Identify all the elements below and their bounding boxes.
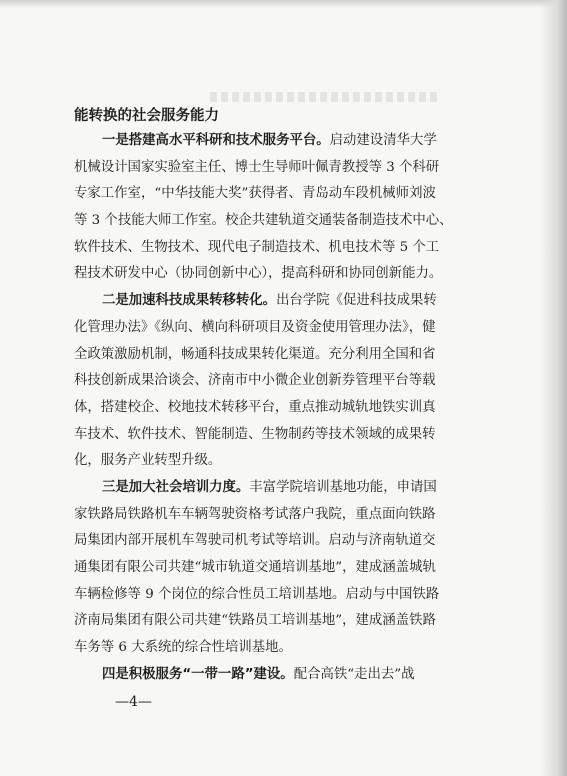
text-line: 全政策激励机制，畅通科技成果转化渠道。充分利用全国和省 (74, 346, 436, 362)
text-line: 三是加大社会培训力度。丰富学院培训基地功能，申请国 (102, 479, 437, 495)
paragraph-2 (74, 288, 502, 475)
paragraph-1 (74, 128, 502, 288)
paragraph-3 (74, 475, 502, 662)
text-line: 二是加速科技成果转移转化。出台学院《促进科技成果转 (102, 293, 437, 309)
text-line: 化，服务产业转型升级。 (74, 453, 222, 469)
paragraph-lead: 四是积极服务“一带一路”建设。 (102, 666, 294, 682)
text-line: 车辆检修等 9 个岗位的综合性员工培训基地。启动与中国铁路 (74, 586, 440, 602)
text-line: 程技术研发中心（协同创新中心），提高科研和协同创新能力。 (74, 266, 443, 282)
text-line: 局集团内部开展机车驾驶司机考试等培训。启动与济南轨道交 (74, 533, 436, 549)
text-line: 通集团有限公司共建“城市轨道交通培训基地”，建成涵盖城轨 (74, 560, 436, 575)
text-line: 车技术、软件技术、智能制造、生物制药等技术领域的成果转 (74, 426, 436, 442)
text-line: 济南局集团有限公司共建“铁路员工培训基地”，建成涵盖铁路 (74, 613, 436, 629)
text-line: 软件技术、生物技术、现代电子制造技术、机电技术等 5 个工 (74, 239, 440, 255)
bleed-through-text (210, 92, 440, 102)
paragraph-lead: 三是加大社会培训力度。 (102, 479, 250, 495)
text-line: 机械设计国家实验室主任、博士生导师叶佩青教授等 3 个科研 (74, 159, 440, 175)
text-line: 四是积极服务“一带一路”建设。配合高铁“走出去”战 (102, 666, 415, 682)
paragraph-4 (74, 662, 502, 689)
text-line: 家铁路局铁路机车车辆驾驶资格考试落户我院，重点面向铁路 (74, 506, 436, 522)
page-number: —4— (115, 694, 152, 710)
text-line: 车务等 6 大系统的综合性培训基地。 (74, 640, 292, 656)
text-line: 化管理办法》《纵向、横向科研项目及资金使用管理办法》，健 (74, 319, 436, 335)
text-line: 专家工作室，“中华技能大奖”获得者、青岛动车段机械师刘波 (74, 186, 436, 202)
text-line: 等 3 个技能大师工作室。校企共建轨道交通装备制造技术中心、 (74, 213, 453, 229)
text-line: 科技创新成果洽谈会、济南市中小微企业创新券管理平台等载 (74, 373, 436, 389)
paragraph-lead: 二是加速科技成果转移转化。 (102, 293, 277, 309)
paragraph-lead: 一是搭建高水平科研和技术服务平台。 (102, 133, 330, 148)
section-heading: 能转换的社会服务能力 (74, 108, 219, 124)
text-line: 一是搭建高水平科研和技术服务平台。启动建设清华大学 (102, 133, 437, 148)
text-line: 体，搭建校企、校地技术转移平台，重点推动城轨地铁实训真 (74, 399, 436, 415)
document-body (74, 128, 502, 688)
